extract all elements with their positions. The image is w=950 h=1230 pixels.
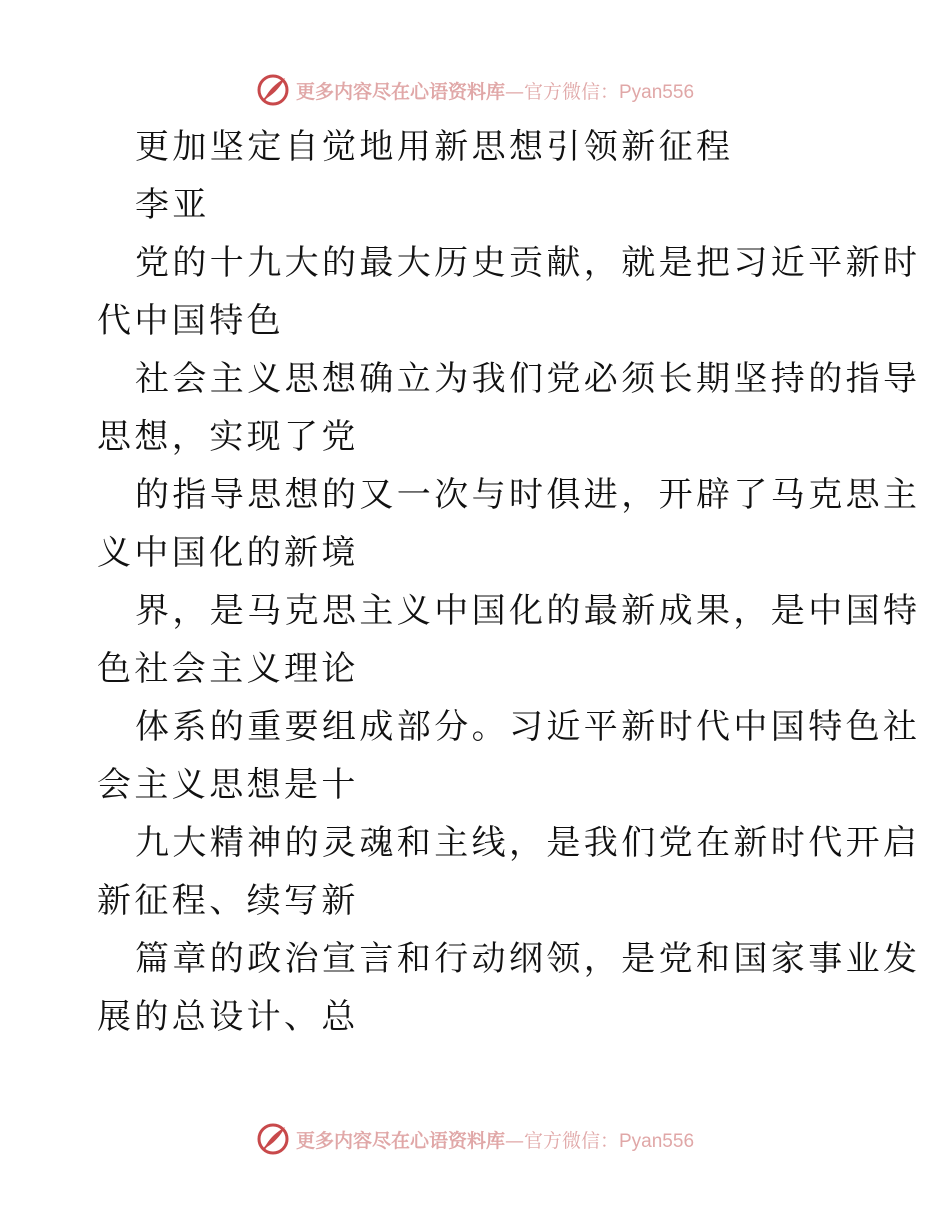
header-banner [0, 70, 950, 110]
footer-banner-text [296, 1126, 694, 1153]
footer-site-name: 更多内容尽在心语资料库 [295, 1129, 505, 1152]
quill-pen-logo-icon [256, 1122, 290, 1156]
paragraph-line: 九大精神的灵魂和主线，是我们党在新时代开启 [135, 823, 921, 863]
paragraph-line: 党的十九大的最大历史贡献，就是把习近平新时 [135, 243, 921, 283]
paragraph-line: 义中国化的新境 [97, 533, 359, 573]
paragraph-line: 界，是马克思主义中国化的最新成果，是中国特 [135, 591, 921, 631]
paragraph-line: 篇章的政治宣言和行动纲领，是党和国家事业发 [135, 939, 921, 979]
quill-pen-logo-icon [256, 73, 290, 107]
footer-separator: — [505, 1129, 524, 1152]
paragraph-line: 的指导思想的又一次与时俱进，开辟了马克思主 [135, 475, 921, 515]
header-banner-text [296, 77, 694, 104]
paragraph-line: 思想，实现了党 [97, 417, 359, 457]
paragraph-line: 会主义思想是十 [97, 765, 359, 805]
paragraph-line: 色社会主义理论 [97, 649, 359, 689]
paragraph-line: 社会主义思想确立为我们党必须长期坚持的指导 [135, 359, 921, 399]
document-author: 李亚 [135, 185, 210, 225]
paragraph-line: 体系的重要组成部分。习近平新时代中国特色社 [135, 707, 921, 747]
header-site-name: 更多内容尽在心语资料库 [295, 80, 505, 103]
paragraph-line: 代中国特色 [97, 301, 284, 341]
paragraph-line: 新征程、续写新 [97, 881, 359, 921]
header-contact: 官方微信：Pyan556 [524, 81, 695, 103]
footer-banner [0, 1119, 950, 1159]
document-title: 更加坚定自觉地用新思想引领新征程 [135, 127, 734, 167]
paragraph-line: 展的总设计、总 [97, 997, 359, 1037]
document-body [97, 118, 921, 1046]
footer-contact: 官方微信：Pyan556 [524, 1130, 695, 1152]
header-separator: — [505, 80, 524, 103]
